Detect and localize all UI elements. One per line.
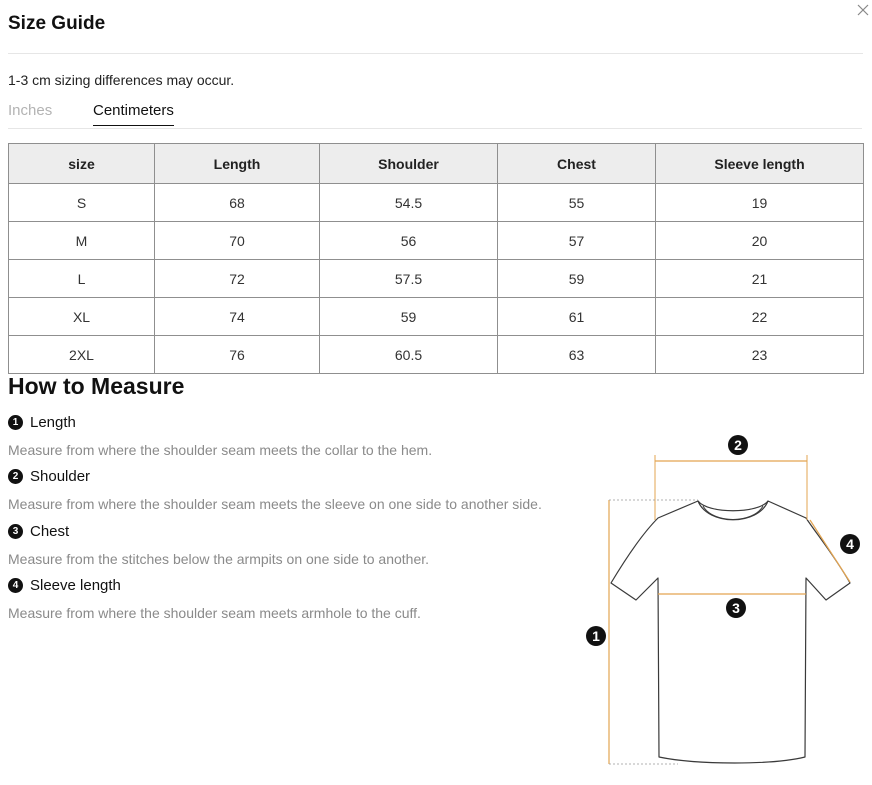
table-cell: 57 [498,222,656,260]
table-cell: 20 [656,222,864,260]
measure-item-name: Shoulder [30,468,91,485]
marker-2-icon [728,435,748,455]
tshirt-diagram [578,428,868,773]
number-4-icon: 4 [8,578,23,593]
table-cell: 72 [155,260,320,298]
table-cell: 74 [155,298,320,336]
unit-tabs [8,102,862,129]
close-button[interactable] [855,2,871,18]
table-header-row [9,144,864,184]
measure-item-desc: Measure from the stitches below the armpits on one side to another. [8,551,430,567]
table-row [9,298,864,336]
measure-item-chest [8,523,429,567]
measure-item-desc: Measure from where the shoulder seam meets armhole to the cuff. [8,605,421,621]
table-cell: 55 [498,184,656,222]
table-cell: 22 [656,298,864,336]
how-to-measure-title: How to Measure [8,373,185,399]
table-cell: 68 [155,184,320,222]
column-header-length: Length [155,144,320,184]
table-row [9,222,864,260]
table-cell: 61 [498,298,656,336]
measure-item-desc: Measure from where the shoulder seam meets the collar to the hem. [8,442,433,458]
table-cell: 59 [498,260,656,298]
sizing-note: 1-3 cm sizing differences may occur. [8,72,235,88]
marker-3-icon [726,598,746,618]
table-cell: 76 [155,336,320,374]
table-cell: S [9,184,155,222]
marker-label: 1 [592,628,600,644]
table-cell: M [9,222,155,260]
column-header-size: size [9,144,155,184]
measure-item-sleeve-length [8,577,421,621]
table-cell: 2XL [9,336,155,374]
column-header-shoulder: Shoulder [320,144,498,184]
table-cell: 21 [656,260,864,298]
marker-1-icon [586,626,606,646]
number-1-icon: 1 [8,415,23,430]
number-2-icon: 2 [8,469,23,484]
table-cell: 19 [656,184,864,222]
table-cell: 70 [155,222,320,260]
collar-icon [698,501,768,511]
table-cell: 56 [320,222,498,260]
table-cell: 60.5 [320,336,498,374]
table-cell: 54.5 [320,184,498,222]
column-header-sleeve-length: Sleeve length [656,144,864,184]
marker-label: 4 [846,536,854,552]
table-cell: 59 [320,298,498,336]
title-divider [8,53,863,54]
measure-item-length [8,414,432,458]
tab-inches[interactable]: Inches [8,102,53,119]
measure-item-name: Length [30,414,76,431]
marker-4-icon [840,534,860,554]
size-table [8,143,864,374]
table-cell: 57.5 [320,260,498,298]
tabs-divider [8,128,862,129]
table-row [9,260,864,298]
measure-item-desc: Measure from where the shoulder seam meets the sleeve on one side to another side. [8,496,542,512]
table-cell: 63 [498,336,656,374]
tshirt-outline-icon [611,501,850,763]
table-cell: XL [9,298,155,336]
marker-label: 2 [734,437,742,453]
measure-item-name: Sleeve length [30,577,121,594]
marker-label: 3 [732,600,740,616]
table-row [9,184,864,222]
measure-item-shoulder [8,468,542,512]
dialog-title: Size Guide [8,13,106,34]
tab-centimeters[interactable]: Centimeters [93,102,174,126]
number-3-icon: 3 [8,524,23,539]
table-cell: 23 [656,336,864,374]
table-cell: L [9,260,155,298]
measure-item-name: Chest [30,523,70,540]
table-row [9,336,864,374]
close-icon [855,2,871,18]
column-header-chest: Chest [498,144,656,184]
